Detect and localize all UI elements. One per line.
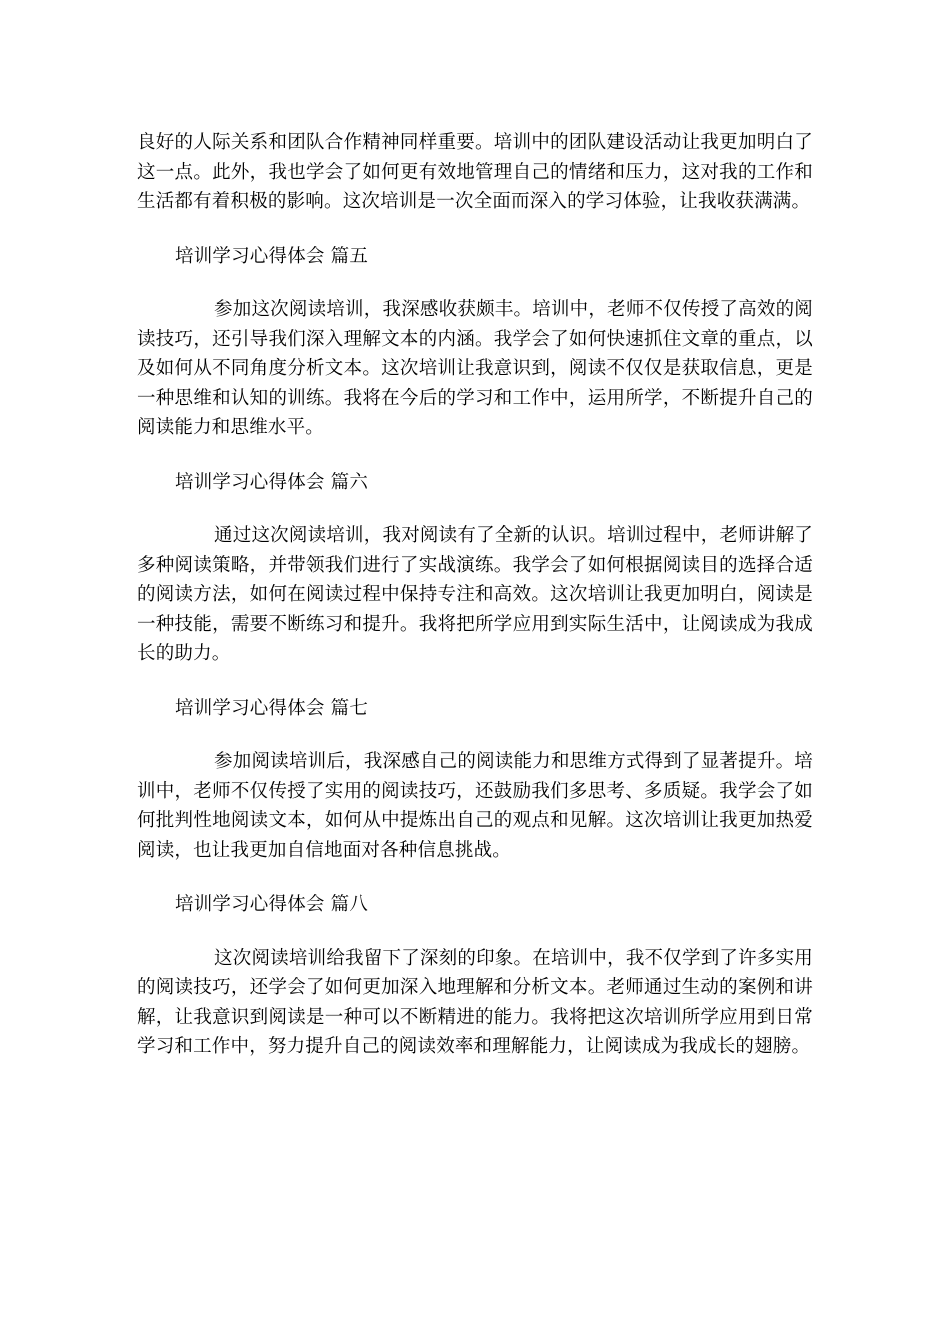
section-heading-6: 培训学习心得体会 篇六 [175, 471, 369, 493]
section-paragraph-5: 参加这次阅读培训，我深感收获颇丰。培训中，老师不仅传授了高效的阅读技巧，还引导我们深入理解文本的内涵。我学会了如何快速抓住文章的重点，以及如何从不同角度分析文本。这次培训让我意识到，阅读不仅仅是获取信息，更是一种思维和认知的训练。我将在今后的学习和工作中，运用所学，不断提升自己的阅读能力和思维水平。 [137, 299, 813, 438]
section-heading-8: 培训学习心得体会 篇八 [175, 894, 369, 915]
section-paragraph-8: 这次阅读培训给我留下了深刻的印象。在培训中，我不仅学到了许多实用的阅读技巧，还学会了如何更加深入地理解和分析文本。老师通过生动的案例和讲解，让我意识到阅读是一种可以不断精进的能力。我将把这次培训所学应用到日常学习和工作中，努力提升自己的阅读效率和理解能力，让阅读成为我成长的翅膀。 [137, 947, 813, 1057]
continued-paragraph: 良好的人际关系和团队合作精神同样重要。培训中的团队建设活动让我更加明白了这一点。此外，我也学会了如何更有效地管理自己的情绪和压力，这对我的工作和生活都有着积极的影响。这次培训是一次全面而深入的学习体验，让我收获满满。 [137, 132, 813, 212]
section-heading-5: 培训学习心得体会 篇五 [175, 245, 369, 267]
section-paragraph-7: 参加阅读培训后，我深感自己的阅读能力和思维方式得到了显著提升。培训中，老师不仅传授了实用的阅读技巧，还鼓励我们多思考、多质疑。我学会了如何批判性地阅读文本，如何从中提炼出自己的观点和见解。这次培训让我更加热爱阅读，也让我更加自信地面对各种信息挑战。 [137, 751, 813, 861]
section-heading-7: 培训学习心得体会 篇七 [175, 697, 369, 719]
section-paragraph-6: 通过这次阅读培训，我对阅读有了全新的认识。培训过程中，老师讲解了多种阅读策略，并带领我们进行了实战演练。我学会了如何根据阅读目的选择合适的阅读方法，如何在阅读过程中保持专注和高效。这次培训让我更加明白，阅读是一种技能，需要不断练习和提升。我将把所学应用到实际生活中，让阅读成为我成长的助力。 [137, 525, 813, 664]
document-body [137, 128, 813, 1062]
